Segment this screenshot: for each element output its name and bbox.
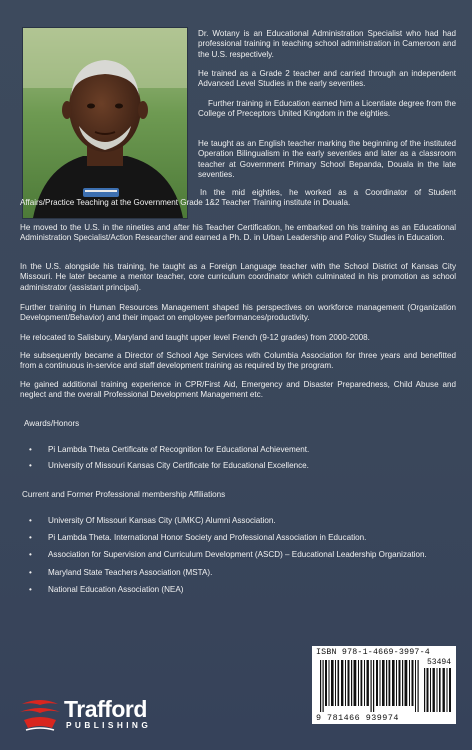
isbn-text: ISBN 978-1-4669-3997-4 <box>316 648 430 657</box>
barcode-addon-number: 53494 <box>426 658 451 667</box>
bio-paragraph-4: He taught as an English teacher marking the beginning of the instituted Operation Bilingualism in the early seventies and later as a classroom teacher at Government Primary School Bepanda, Douala in the late seventies. <box>198 139 456 180</box>
trafford-ship-icon <box>18 694 64 734</box>
list-item: • University Of Missouri Kansas City (UMKC) Alumni Association. <box>29 516 276 525</box>
bullet-icon: • <box>29 567 32 577</box>
memberships-heading: Current and Former Professional membership Affiliations <box>22 490 226 499</box>
bio-paragraph-2: He trained as a Grade 2 teacher and carried through an independent Advanced Level Studies in the early seventies. <box>198 69 456 89</box>
publisher-name: Trafford <box>64 696 147 722</box>
bio-paragraph-7: In the U.S. alongside his training, he taught as a Foreign Language teacher with the School District of Kansas City Missouri. He later became a mentor teacher, core curriculum coordinator which culminated in his promotion as school administrator (assistant principal). <box>20 262 456 292</box>
bullet-icon: • <box>29 584 32 594</box>
bio-paragraph-10: He subsequently became a Director of School Age Services with Columbia Association for three years and benefitted from a continuous in-service and staff development training as required by the program. <box>20 351 456 371</box>
bio-paragraph-11: He gained additional training experience in CPR/First Aid, Emergency and Disaster Preparedness, Child Abuse and neglect and the overall Professional Development Management etc. <box>20 380 456 400</box>
bio-paragraph-1: Dr. Wotany is an Educational Administration Specialist who had had professional training in teaching school administration in Cameroon and the U.S. respectively. <box>198 29 456 59</box>
list-item: • Pi Lambda Theta Certificate of Recognition for Educational Achievement. <box>29 445 310 454</box>
list-item: • National Education Association (NEA) <box>29 584 184 594</box>
bullet-icon: • <box>29 445 32 454</box>
list-item: • University of Missouri Kansas City Certificate for Educational Excellence. <box>29 461 309 471</box>
list-item: • Maryland State Teachers Association (MSTA). <box>29 567 213 577</box>
bio-paragraph-5: In the mid eighties, he worked as a Coordinator of Student Affairs/Practice Teaching at the Government Grade 1&2 Teacher Training institute in Douala. <box>20 188 456 208</box>
bullet-icon: • <box>29 533 32 543</box>
awards-heading: Awards/Honors <box>24 419 80 428</box>
barcode-number: 9 781466 939974 <box>316 713 399 723</box>
list-item: • Pi Lambda Theta. International Honor Society and Professional Association in Education. <box>29 533 367 543</box>
memberships-list <box>22 516 454 595</box>
bullet-icon: • <box>29 461 32 471</box>
isbn-barcode <box>312 646 456 724</box>
bullet-icon: • <box>29 550 32 560</box>
publisher-logo <box>18 694 188 734</box>
awards-list <box>22 445 454 471</box>
bullet-icon: • <box>29 516 32 525</box>
publisher-tagline: PUBLISHING <box>66 720 152 730</box>
list-item: • Association for Supervision and Curriculum Development (ASCD) – Educational Leadership Organization. <box>29 550 427 560</box>
barcode-bars-icon <box>320 660 452 712</box>
bio-paragraph-8: Further training in Human Resources Management shaped his perspectives on workforce management (Organization Development/Behavior) and their impact on employee performances/productivity. <box>20 303 456 323</box>
bio-paragraph-9: He relocated to Salisbury, Maryland and taught upper level French (9-12 grades) from 2000-2008. <box>20 333 370 342</box>
bio-paragraph-3: Further training in Education earned him a Licentiate degree from the College of Preceptors United Kingdom in the eighties. <box>198 99 456 119</box>
bio-paragraph-6: He moved to the U.S. in the nineties and after his Teacher Certification, he embarked on his training as an Educational Administration Specialist/Action Researcher and earned a Ph. D. in Urban Leadership and Policy Studies in Education. <box>20 223 456 243</box>
